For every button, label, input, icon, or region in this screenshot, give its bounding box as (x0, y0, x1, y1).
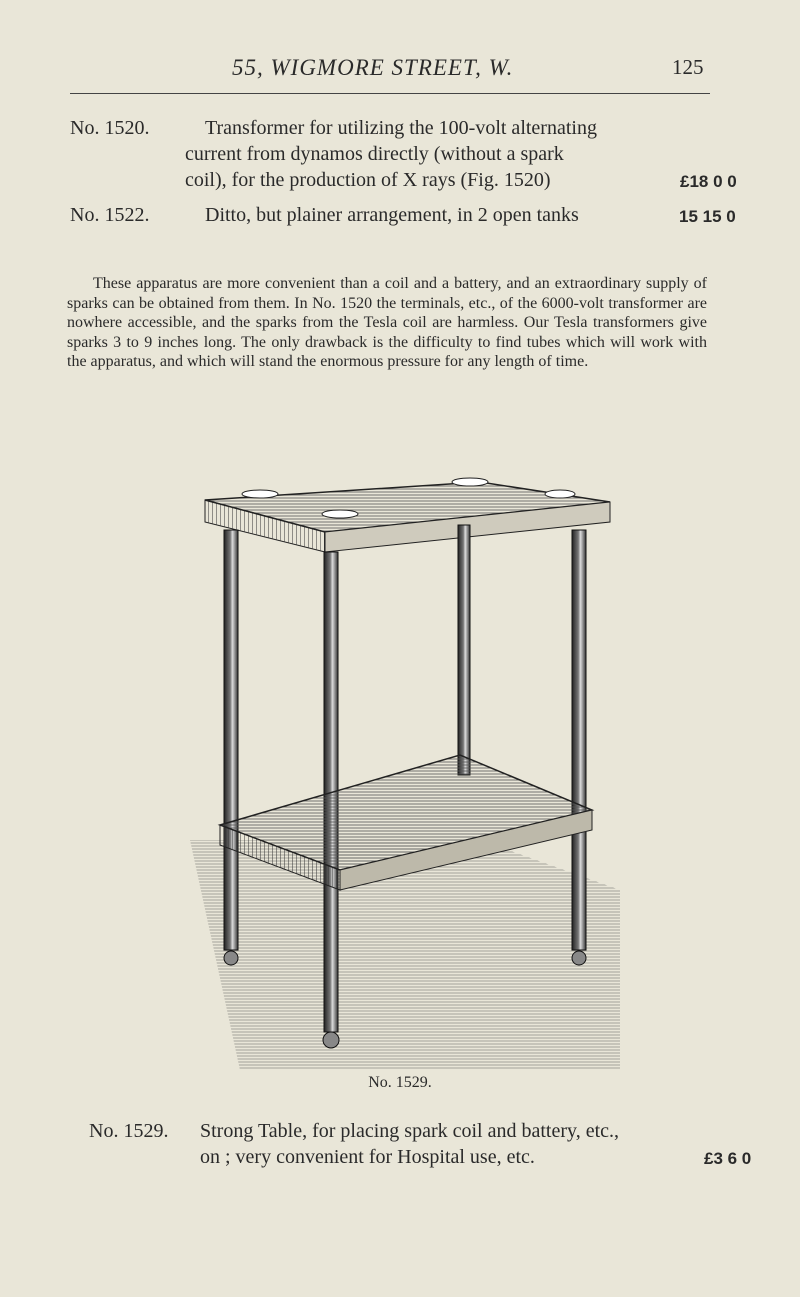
entry-price: £3 6 0 (704, 1149, 752, 1168)
entry-1522 (70, 202, 770, 232)
entry-price: 15 15 0 (679, 207, 736, 226)
figure-caption: No. 1529. (368, 1074, 432, 1091)
entry-desc-line: on ; very convenient for Hospital use, etc. (200, 1146, 535, 1168)
leg-back-left (224, 530, 238, 950)
caster (572, 951, 586, 965)
entry-1529 (89, 1118, 789, 1174)
entry-number: No. 1529. (89, 1120, 169, 1142)
description-paragraph: These apparatus are more convenient than a coil and a battery, and an extraordinary supply of sparks can be obtained from them. In No. 1520 the terminals, etc., of the 6000-volt transformer are nowhere accessible, and the sparks from the Tesla coil are harmless. Our Tesla transformers give sparks 3 to 9 inches long. The only drawback is the difficulty to find tubes which will work with the apparatus, and which will stand the enormous pressure for any length of time. (67, 275, 707, 370)
header-title: 55, WIGMORE STREET, W. (232, 55, 514, 80)
page-number: 125 (672, 55, 704, 79)
entry-number: No. 1522. (70, 204, 150, 226)
entry-number: No. 1520. (70, 117, 150, 139)
entry-desc-line: coil), for the production of X rays (Fig. 1520) (185, 169, 551, 191)
page-header (0, 55, 800, 95)
leg-back-right (458, 525, 470, 775)
table-illustration (180, 470, 640, 1070)
entry-desc-line: Ditto, but plainer arrangement, in 2 open tanks (205, 204, 579, 226)
entry-price: £18 0 0 (680, 172, 737, 191)
entry-1520 (70, 115, 770, 195)
leg-front-right (572, 530, 586, 950)
caster (323, 1032, 339, 1048)
entry-desc-line: Transformer for utilizing the 100-volt alternating (205, 117, 597, 139)
entry-desc-line: Strong Table, for placing spark coil and battery, etc., (200, 1120, 620, 1142)
entry-desc-line: current from dynamos directly (without a spark (185, 143, 564, 165)
caster (224, 951, 238, 965)
header-rule (70, 93, 710, 94)
